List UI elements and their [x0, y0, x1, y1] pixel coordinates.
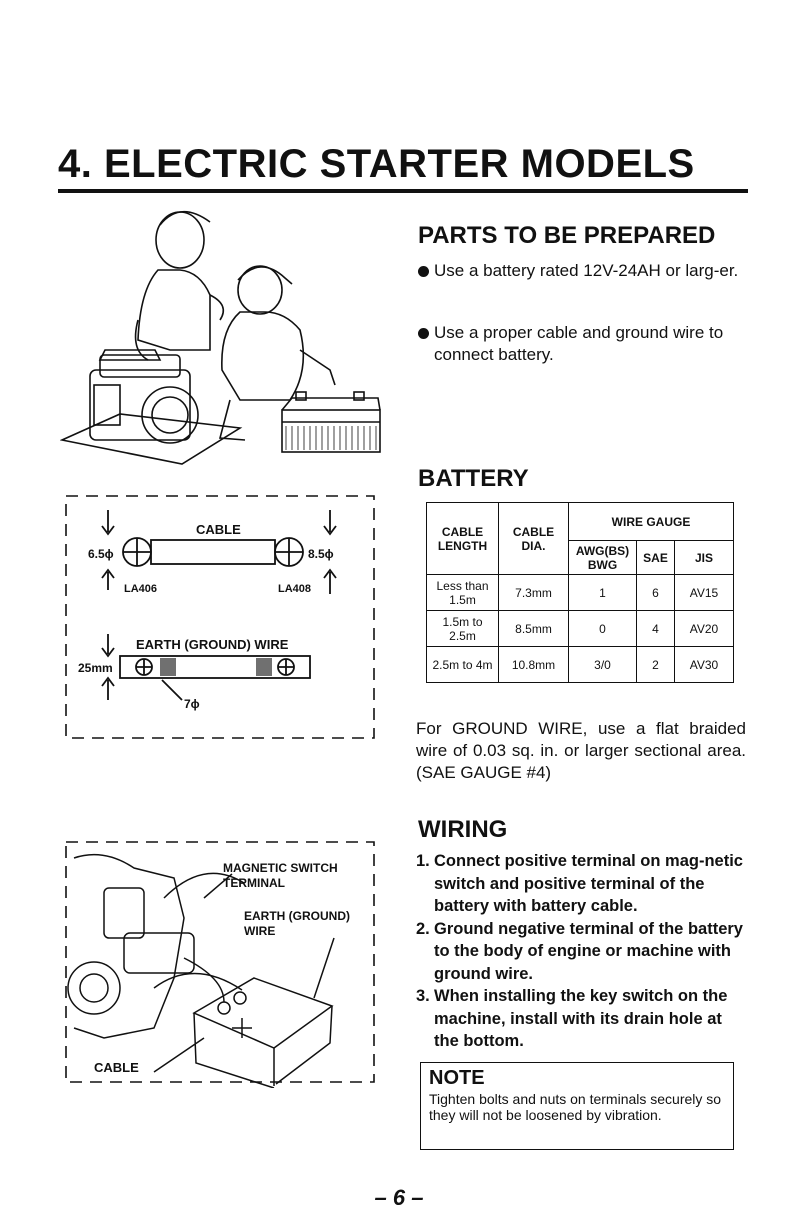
cable-label-wiring: CABLE	[94, 1060, 139, 1075]
bullet-dot	[418, 266, 429, 277]
step-text: Connect positive terminal on mag-netic switch and positive terminal of the battery with battery cable.	[434, 852, 743, 915]
earth-width-label: 25mm	[78, 661, 113, 675]
parts-bullet-cable	[418, 322, 748, 366]
cell-jis: AV15	[675, 575, 734, 611]
earth-dia-label: 7ϕ	[184, 697, 200, 711]
cell-awg: 0	[569, 611, 637, 647]
step-number: 1.	[416, 852, 430, 870]
magnetic-switch-label: MAGNETIC SWITCH TERMINAL	[223, 861, 338, 890]
list-item	[416, 985, 746, 1053]
cell-sae: 2	[637, 647, 675, 683]
cell-sae: 4	[637, 611, 675, 647]
battery-heading: BATTERY	[418, 465, 529, 492]
wiring-diagram	[64, 838, 376, 1088]
list-item	[416, 850, 746, 918]
cable-label: CABLE	[196, 522, 241, 537]
earth-wire-label: EARTH (GROUND) WIRE	[136, 637, 289, 652]
cell-length: 1.5m to 2.5m	[427, 611, 499, 647]
cell-awg: 1	[569, 575, 637, 611]
page-title: 4. ELECTRIC STARTER MODELS	[58, 142, 695, 186]
cell-jis: AV30	[675, 647, 734, 683]
earth-ground-wire-label: EARTH (GROUND) WIRE	[244, 909, 350, 938]
cell-dia: 7.3mm	[499, 575, 569, 611]
header-awg: AWG(BS) BWG	[569, 541, 637, 575]
cable-diagram	[64, 494, 376, 740]
cell-dia: 8.5mm	[499, 611, 569, 647]
parts-bullet-text: Use a proper cable and ground wire to connect battery.	[434, 323, 724, 364]
step-text: Ground negative terminal of the battery to the body of engine or machine with ground wire.	[434, 919, 743, 983]
title-rule	[58, 189, 748, 193]
note-title: NOTE	[429, 1067, 485, 1089]
header-cable-length: CABLE LENGTH	[427, 503, 499, 575]
note-text: Tighten bolts and nuts on terminals securely so they will not be loosened by vibration.	[429, 1091, 722, 1123]
header-jis: JIS	[675, 541, 734, 575]
right-part-label: LA408	[278, 583, 312, 595]
cell-jis: AV20	[675, 611, 734, 647]
page-number: – 6 –	[374, 1185, 424, 1210]
cell-length: 2.5m to 4m	[427, 647, 499, 683]
cell-length: Less than 1.5m	[427, 575, 499, 611]
wiring-heading: WIRING	[418, 816, 508, 843]
left-dia-label: 6.5ϕ	[88, 547, 114, 561]
cell-awg: 3/0	[569, 647, 637, 683]
bullet-dot	[418, 328, 429, 339]
step-number: 2.	[416, 919, 430, 938]
left-part-label: LA406	[124, 583, 158, 595]
header-cable-dia: CABLE DIA.	[499, 503, 569, 575]
header-sae: SAE	[637, 541, 675, 575]
note-box	[420, 1062, 734, 1150]
table-row	[427, 611, 734, 647]
parts-bullet-text: Use a battery rated 12V-24AH or larg-er.	[434, 261, 739, 280]
battery-table	[426, 502, 734, 683]
ground-wire-note: For GROUND WIRE, use a flat braided wire of 0.03 sq. in. or larger sectional area. (SAE GAUGE #4)	[416, 719, 746, 782]
cell-dia: 10.8mm	[499, 647, 569, 683]
step-text: When installing the key switch on the machine, install with its drain hole at the bottom.	[434, 987, 728, 1050]
parts-heading: PARTS TO BE PREPARED	[418, 222, 716, 249]
right-dia-label: 8.5ϕ	[308, 547, 334, 561]
header-wire-gauge: WIRE GAUGE	[569, 503, 734, 541]
table-row	[427, 647, 734, 683]
list-item	[416, 918, 746, 986]
table-row	[427, 575, 734, 611]
parts-bullet-battery	[418, 260, 748, 282]
step-number: 3.	[416, 987, 430, 1005]
engine-people-illustration	[60, 200, 390, 480]
cell-sae: 6	[637, 575, 675, 611]
wiring-steps	[416, 850, 746, 1053]
